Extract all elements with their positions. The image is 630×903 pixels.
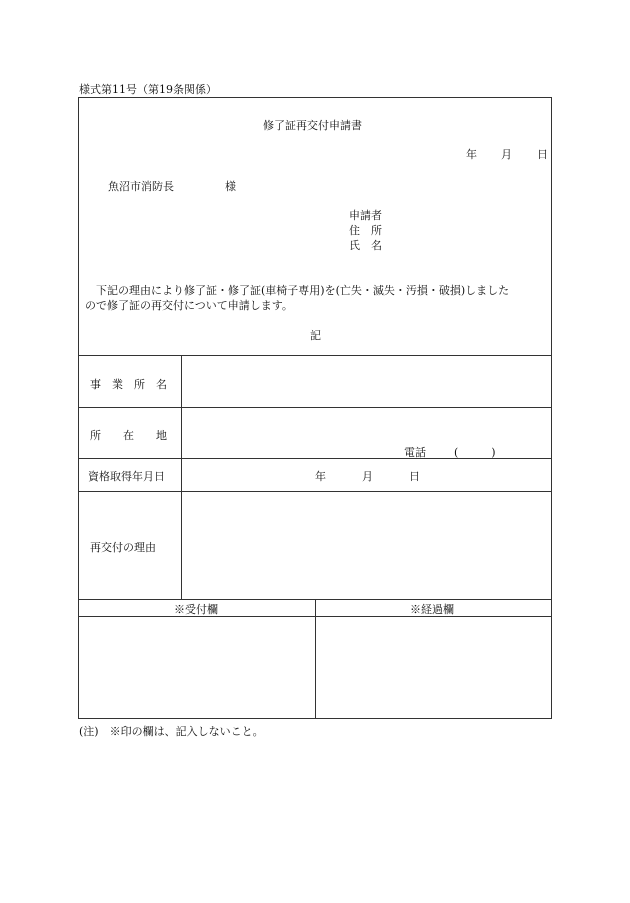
applicant-address-label: 住 所 [349, 224, 382, 237]
phone-label: 電話 [404, 446, 426, 459]
date-day-label: 日 [537, 148, 548, 161]
row-divider-3 [78, 491, 552, 492]
bottom-column-divider [315, 599, 316, 719]
office-name-field[interactable] [183, 357, 550, 406]
label-column-divider [181, 355, 182, 599]
location-label: 所 在 地 [90, 429, 167, 442]
reason-field[interactable] [183, 493, 550, 598]
row-divider-1 [78, 407, 552, 408]
qualification-day-label: 日 [409, 470, 420, 483]
reason-label: 再交付の理由 [90, 541, 156, 554]
applicant-heading: 申請者 [349, 209, 382, 222]
body-text-line2: ので修了証の再交付について申請します。 [85, 299, 293, 312]
applicant-name-label: 氏 名 [349, 239, 382, 252]
phone-parentheses: ( ) [454, 446, 496, 459]
addressee-honorific: 様 [225, 180, 236, 193]
qualification-year-label: 年 [315, 470, 326, 483]
qualification-date-label: 資格取得年月日 [88, 470, 165, 483]
date-year-label: 年 [466, 148, 477, 161]
footnote: (注) ※印の欄は、記入しないこと。 [79, 725, 264, 738]
office-name-label: 事 業 所 名 [90, 378, 167, 391]
form-number: 様式第11号（第19条関係） [79, 83, 217, 96]
body-text-line1: 下記の理由により修了証・修了証(車椅子専用)を(亡失・滅失・汚損・破損)しました [96, 284, 510, 297]
form-title: 修了証再交付申請書 [263, 119, 362, 132]
addressee-name: 魚沼市消防長 [108, 180, 174, 193]
ki-label: 記 [310, 329, 321, 342]
qualification-month-label: 月 [362, 470, 373, 483]
date-month-label: 月 [501, 148, 512, 161]
progress-column-label: ※経過欄 [410, 603, 454, 616]
table-top-rule [78, 355, 552, 356]
reception-column-label: ※受付欄 [174, 603, 218, 616]
